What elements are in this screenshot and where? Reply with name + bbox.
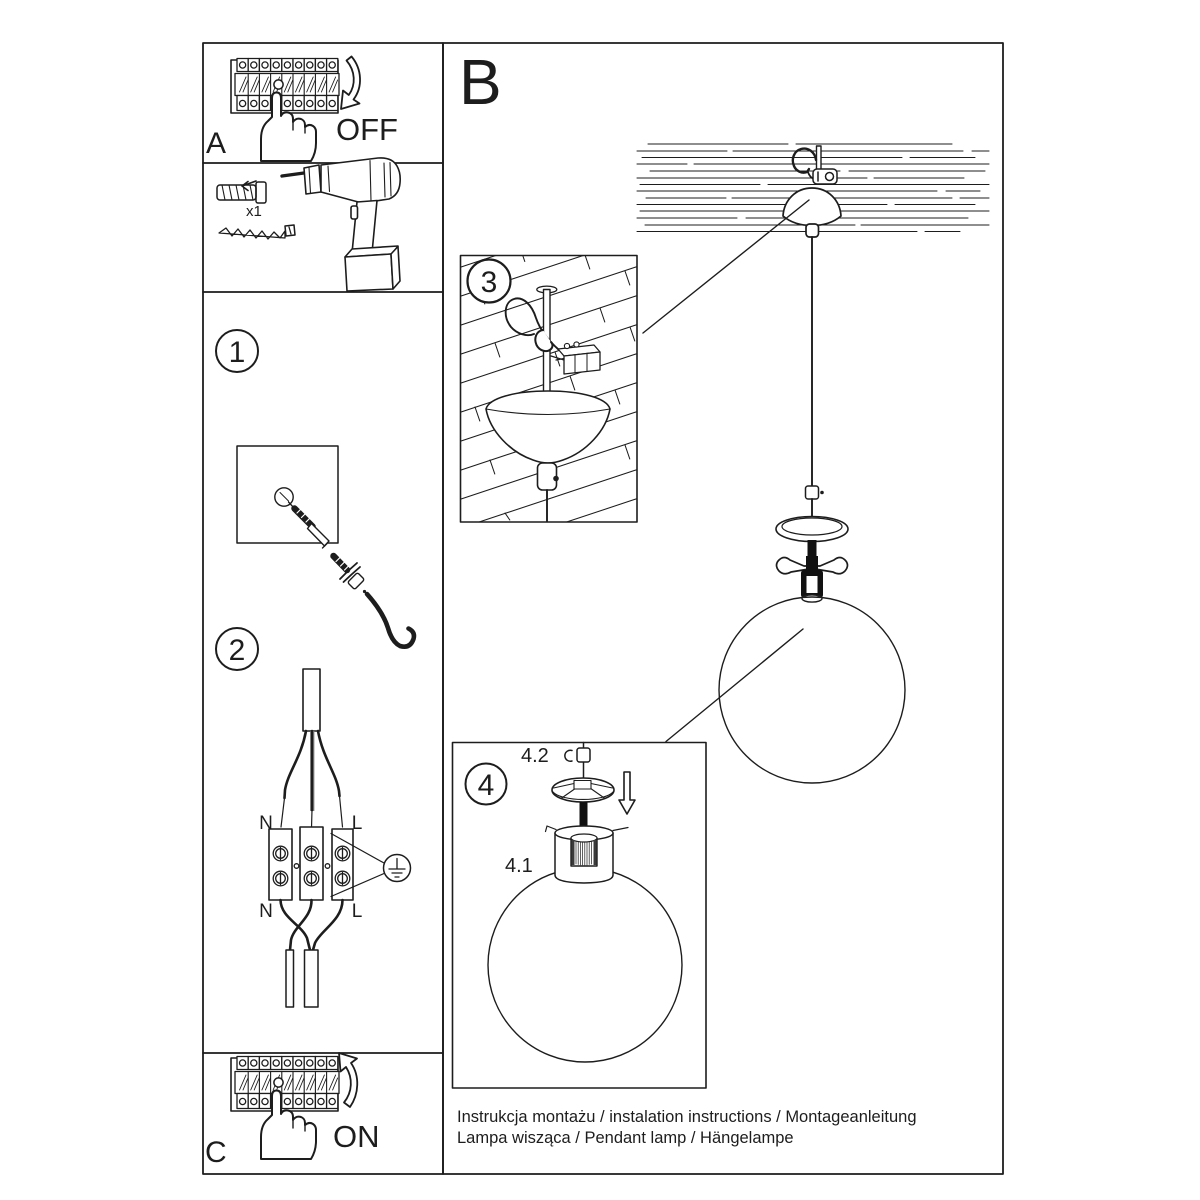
panel-b [443,43,1003,1174]
curved-arrow-down-icon [341,57,360,110]
step4-box [453,743,707,1089]
cable-connector [806,486,824,499]
step3-box [455,178,642,588]
anchor-exploded-icon [334,556,367,593]
footer-line2: Lampa wisząca / Pendant lamp / Hängelampe [457,1129,794,1147]
step42-label: 4.2 [521,745,549,767]
wire-label-l-top: L [351,813,363,834]
footer-line1: Instrukcja montażu / instalation instructions / Montageanleitung [457,1108,917,1126]
screw-exploded-icon [289,502,330,548]
canopy-icon [783,188,841,237]
panel-c-label: C [205,1136,227,1169]
wire-label-l-bottom: L [351,901,363,922]
neck-cylinder [546,826,629,883]
shade-ring [776,517,848,542]
wiring-diagram [259,669,410,1007]
anchor-count-label: x1 [246,203,262,220]
down-arrow-icon [619,772,635,814]
cable-lock-icon [813,169,837,184]
hook-icon [367,594,414,647]
wire-label-n-bottom: N [259,901,273,922]
curved-arrow-up-icon [339,1053,357,1107]
left-column [203,43,443,1174]
cable-sleeve-bottom-right [305,950,319,1007]
panel-c-power-on [205,1053,380,1169]
wire-label-n-top: N [259,813,273,834]
leader-line-globe [666,629,803,742]
step1-number: 1 [228,336,246,369]
off-label: OFF [336,112,398,147]
cable-sleeve-bottom-left [286,950,294,1007]
leader-line-canopy [643,200,809,333]
step3-number: 3 [480,266,498,299]
step4-number: 4 [477,769,495,802]
terminal-block [269,827,353,900]
step2-number: 2 [228,634,246,667]
panel-a-label: A [206,127,227,160]
socket-insert [571,834,597,866]
drill-icon [282,158,400,291]
glass-globe [719,597,905,783]
wall-anchor-icon [217,181,266,203]
hardware-box [217,158,400,291]
cable-clip-icon [565,748,590,762]
screw-icon [219,225,295,239]
cord-grip [806,224,819,237]
ceiling-square [237,446,338,543]
on-label: ON [333,1119,380,1154]
step41-label: 4.1 [505,855,533,877]
panel-a-power-off [206,57,398,162]
step4-globe [488,868,682,1062]
step3-cord-grip [538,463,557,490]
wires-bottom [281,900,343,950]
cable-sleeve-top [303,669,320,731]
step1-section [216,330,414,647]
panel-b-label: B [459,46,502,118]
step2-section [216,628,411,1007]
wires-top [285,731,340,810]
cap-icon [552,778,614,802]
